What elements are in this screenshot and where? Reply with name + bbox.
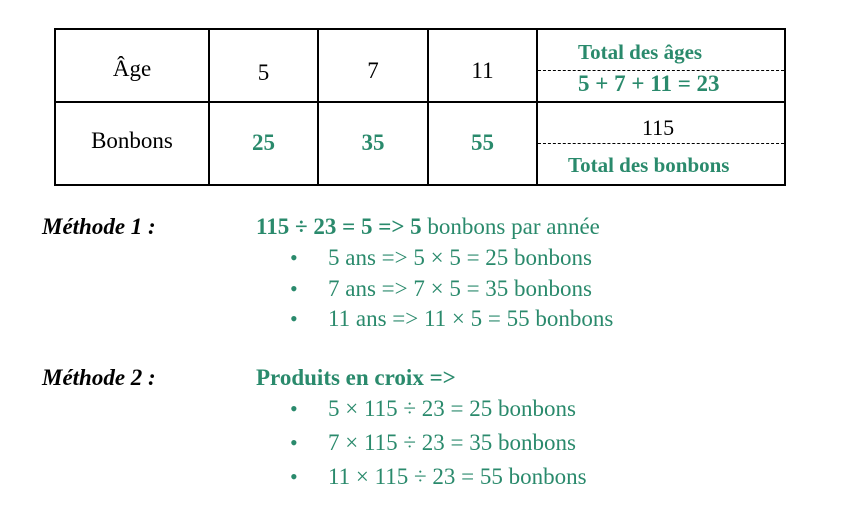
method-1-item: 11 ans => 11 × 5 = 55 bonbons <box>328 306 614 331</box>
list-bullet: • <box>290 430 298 455</box>
column-divider <box>208 30 210 184</box>
age-cell: 5 <box>257 60 270 85</box>
candy-cell: 55 <box>471 130 494 155</box>
total-candies-value: 115 <box>642 115 675 140</box>
dashed-separator <box>538 143 784 144</box>
method-1-intro-bold: 115 ÷ 23 = 5 => 5 <box>256 214 422 239</box>
candy-cell: 35 <box>361 130 385 155</box>
method-1-intro <box>256 214 600 240</box>
candy-table <box>54 28 786 186</box>
list-bullet: • <box>290 245 298 270</box>
method-2-item: 11 × 115 ÷ 23 = 55 bonbons <box>328 464 587 489</box>
row-label-age: Âge <box>112 56 152 81</box>
method-1-item: 5 ans => 5 × 5 = 25 bonbons <box>328 245 592 270</box>
list-bullet: • <box>290 276 298 301</box>
method-1-intro-rest: bonbons par année <box>421 214 600 239</box>
total-ages-label: Total des âges <box>578 40 703 64</box>
age-cell: 7 <box>367 58 379 83</box>
list-bullet: • <box>290 396 298 421</box>
list-bullet: • <box>290 464 298 489</box>
column-divider <box>317 30 319 184</box>
total-ages-expression: 5 + 7 + 11 = 23 <box>578 71 720 96</box>
age-cell: 11 <box>471 58 494 83</box>
total-candies-label: Total des bonbons <box>568 153 730 177</box>
method-2-item: 5 × 115 ÷ 23 = 25 bonbons <box>328 396 576 421</box>
method-2-item: 7 × 115 ÷ 23 = 35 bonbons <box>328 430 576 455</box>
list-bullet: • <box>290 306 298 331</box>
method-1-item: 7 ans => 7 × 5 = 35 bonbons <box>328 276 592 301</box>
method-2-title: Méthode 2 : <box>42 365 156 390</box>
row-divider <box>56 101 784 103</box>
candy-cell: 25 <box>252 130 275 155</box>
column-divider <box>427 30 429 184</box>
row-label-candies: Bonbons <box>91 128 173 153</box>
method-2-intro: Produits en croix => <box>256 365 456 390</box>
method-1-title: Méthode 1 : <box>42 214 156 239</box>
